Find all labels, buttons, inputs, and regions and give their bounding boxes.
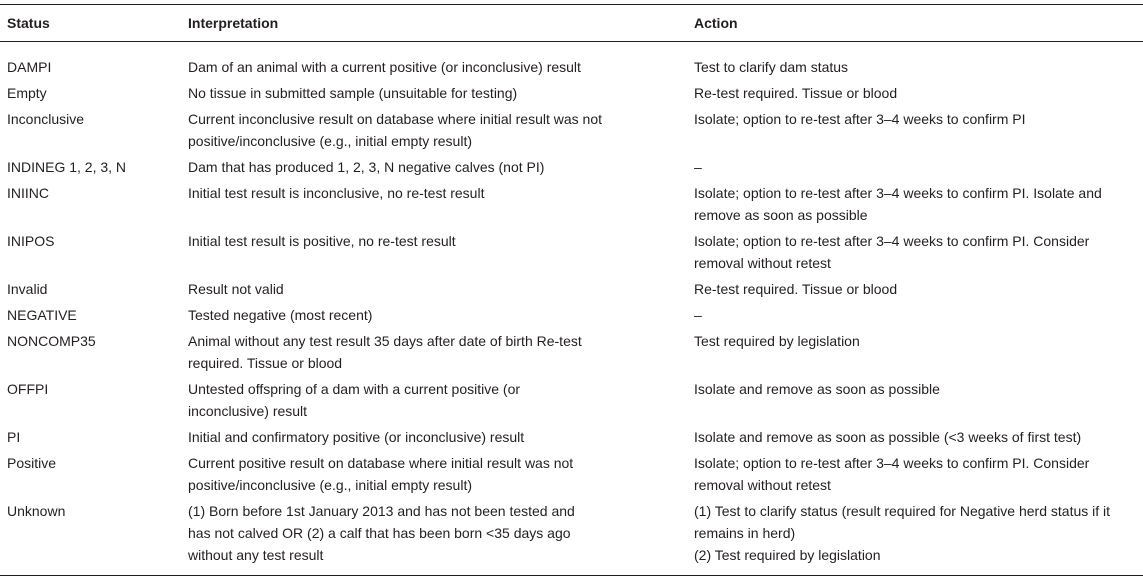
cell-interpretation [188, 330, 628, 374]
cell-line: Result not valid [188, 281, 284, 297]
cell-line: remains in herd) [694, 525, 796, 541]
cell-line: positive/inconclusive (e.g., initial empty result) [188, 133, 473, 149]
cell-status: INIPOS [7, 233, 55, 249]
table-row [0, 82, 1143, 108]
table-row [0, 378, 1143, 426]
cell-status: Invalid [7, 281, 48, 297]
table-row [0, 278, 1143, 304]
cell-line: Isolate; option to re-test after 3–4 weeks to confirm PI [694, 111, 1026, 127]
cell-line: – [694, 307, 702, 323]
cell-line: – [694, 159, 702, 175]
cell-interpretation [188, 56, 628, 78]
cell-status: INDINEG 1, 2, 3, N [7, 159, 127, 175]
table-row [0, 426, 1143, 452]
cell-interpretation [188, 500, 628, 566]
table-body [0, 56, 1143, 570]
table-row [0, 452, 1143, 500]
table-row [0, 56, 1143, 82]
cell-line: Test required by legislation [694, 333, 860, 349]
cell-action [694, 108, 1139, 130]
cell-line: has not calved OR (2) a calf that has been born <35 days ago [188, 525, 571, 541]
table-row [0, 330, 1143, 378]
cell-line: (1) Test to clarify status (result required for Negative herd status if it [694, 503, 1111, 519]
cell-line: Initial and confirmatory positive (or inconclusive) result [188, 429, 525, 445]
cell-status: NONCOMP35 [7, 333, 96, 349]
table-top-rule [0, 4, 1143, 5]
cell-line: Isolate and remove as soon as possible (<3 weeks of first test) [694, 429, 1082, 445]
table-row [0, 230, 1143, 278]
cell-interpretation [188, 82, 628, 104]
cell-status: OFFPI [7, 381, 49, 397]
table-row [0, 182, 1143, 230]
cell-line: Animal without any test result 35 days after date of birth Re-test [188, 333, 582, 349]
cell-line: Dam that has produced 1, 2, 3, N negative calves (not PI) [188, 159, 545, 175]
cell-line: (1) Born before 1st January 2013 and has not been tested and [188, 503, 575, 519]
cell-line: Isolate; option to re-test after 3–4 weeks to confirm PI. Consider [694, 233, 1090, 249]
cell-action [694, 426, 1139, 448]
cell-line: remove as soon as possible [694, 207, 868, 223]
cell-line: Re-test required. Tissue or blood [694, 281, 898, 297]
table-bottom-rule [0, 575, 1143, 576]
cell-line: required. Tissue or blood [188, 355, 343, 371]
cell-interpretation [188, 108, 628, 152]
cell-action [694, 230, 1139, 274]
cell-interpretation [188, 452, 628, 496]
cell-line: Test to clarify dam status [694, 59, 849, 75]
cell-line: removal without retest [694, 477, 831, 493]
cell-line: Isolate; option to re-test after 3–4 weeks to confirm PI. Consider [694, 455, 1090, 471]
cell-status: PI [7, 429, 21, 445]
table-header-rule [0, 41, 1143, 42]
cell-status: Positive [7, 455, 57, 471]
cell-line: Dam of an animal with a current positive (or inconclusive) result [188, 59, 581, 75]
cell-line: (2) Test required by legislation [694, 547, 881, 563]
cell-interpretation [188, 156, 628, 178]
cell-action [694, 330, 1139, 352]
cell-status: Empty [7, 85, 47, 101]
cell-line: Untested offspring of a dam with a current positive (or [188, 381, 521, 397]
cell-interpretation [188, 426, 628, 448]
table-row [0, 500, 1143, 570]
cell-action [694, 378, 1139, 400]
cell-action [694, 82, 1139, 104]
table-row [0, 108, 1143, 156]
cell-line: Initial test result is positive, no re-test result [188, 233, 456, 249]
cell-action [694, 56, 1139, 78]
cell-interpretation [188, 182, 628, 204]
cell-action [694, 500, 1139, 566]
cell-action [694, 278, 1139, 300]
table-row [0, 304, 1143, 330]
cell-line: Initial test result is inconclusive, no re-test result [188, 185, 485, 201]
cell-status: Inconclusive [7, 111, 85, 127]
cell-status: INIINC [7, 185, 49, 201]
cell-line: Current inconclusive result on database where initial result was not [188, 111, 602, 127]
cell-status: NEGATIVE [7, 307, 77, 323]
cell-line: No tissue in submitted sample (unsuitable for testing) [188, 85, 518, 101]
cell-interpretation [188, 230, 628, 252]
cell-line: inconclusive) result [188, 403, 308, 419]
cell-status: DAMPI [7, 59, 52, 75]
header-action: Action [694, 15, 738, 31]
cell-status: Unknown [7, 503, 66, 519]
cell-line: Current positive result on database where initial result was not [188, 455, 574, 471]
cell-action [694, 452, 1139, 496]
cell-line: Isolate and remove as soon as possible [694, 381, 940, 397]
cell-interpretation [188, 278, 628, 300]
cell-line: Tested negative (most recent) [188, 307, 373, 323]
cell-interpretation [188, 304, 628, 326]
cell-interpretation [188, 378, 628, 422]
cell-line: Isolate; option to re-test after 3–4 weeks to confirm PI. Isolate and [694, 185, 1102, 201]
header-status: Status [7, 15, 50, 31]
cell-action [694, 304, 1139, 326]
cell-action [694, 182, 1139, 226]
table-row [0, 156, 1143, 182]
cell-line: positive/inconclusive (e.g., initial empty result) [188, 477, 473, 493]
cell-line: without any test result [188, 547, 324, 563]
cell-line: removal without retest [694, 255, 831, 271]
header-interpretation: Interpretation [188, 15, 279, 31]
cell-action [694, 156, 1139, 178]
cell-line: Re-test required. Tissue or blood [694, 85, 898, 101]
table-header-row [0, 13, 1143, 35]
